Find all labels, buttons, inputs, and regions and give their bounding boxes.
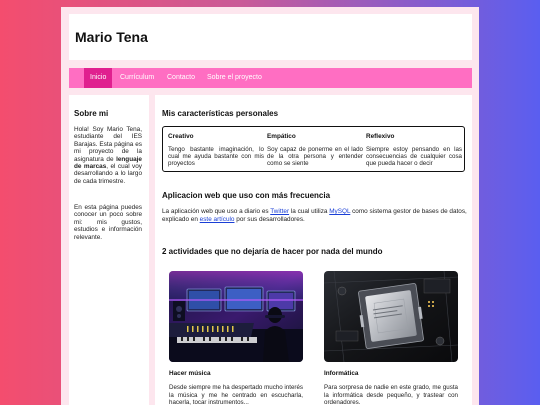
sidebar-intro-text xyxy=(74,126,142,185)
site-header xyxy=(69,14,472,60)
feature-text: Siempre estoy pensando en las consecuencias de cualquier cosa que pueda hacer o decir xyxy=(366,146,462,168)
article-link[interactable]: este artículo xyxy=(199,216,235,224)
feature-title: Empático xyxy=(267,133,296,140)
navbar xyxy=(69,68,472,88)
activity-text-informatica: Para sorpresa de nadie en este grado, me gusta la informática desde pequeño, y trastear con ordenadores. xyxy=(324,384,458,405)
main-content xyxy=(155,95,472,405)
feature-creativo xyxy=(168,133,264,168)
sidebar xyxy=(69,95,149,405)
music-studio-illustration xyxy=(169,271,303,362)
cpu-motherboard-image xyxy=(324,271,458,362)
sidebar-title: Sobre mi xyxy=(74,109,109,118)
app-paragraph xyxy=(162,208,467,225)
cpu-illustration xyxy=(324,271,458,362)
features-box xyxy=(162,126,465,172)
sidebar-intro-end: , el cual voy desarrollando a lo largo de cada trimestre. xyxy=(74,163,142,185)
nav-item-sobre-el-proyecto[interactable]: Sobre el proyecto xyxy=(207,74,262,81)
app-text: La aplicación web que uso a diario es xyxy=(162,208,271,215)
nav-item-contacto[interactable]: Contacto xyxy=(167,74,196,81)
app-text: la cual utiliza xyxy=(289,208,330,215)
app-text: por sus desarrolladores. xyxy=(234,216,305,224)
activity-title-music: Hacer música xyxy=(169,370,211,377)
nav-item-inicio[interactable]: Inicio xyxy=(84,68,112,88)
feature-title: Reflexivo xyxy=(366,133,395,140)
activity-text-music: Desde siempre me ha despertado mucho interés la música y me he centrado en escucharla, hacerla, tocar instrumentos... xyxy=(169,384,303,405)
feature-text: Soy capaz de ponerme en el lado de la otra persona y entender como se siente xyxy=(267,146,363,168)
sidebar-intro-bold: lenguaje de marcas xyxy=(74,155,142,171)
feature-title: Creativo xyxy=(168,133,194,140)
features-heading: Mis características personales xyxy=(162,109,279,118)
app-text: como sistema gestor de bases de datos, explicado en xyxy=(162,208,467,224)
feature-empatico xyxy=(267,133,363,168)
site-title: Mario Tena xyxy=(75,29,148,45)
sidebar-about-text: En esta página puedes conocer un poco sobre mi: mis gustos, estudios e información relevante. xyxy=(74,204,142,241)
app-heading: Aplicacion web que uso con más frecuencia xyxy=(162,191,331,200)
feature-text: Tengo bastante imaginación, lo cual me ayuda bastante con mis proyectos xyxy=(168,146,264,168)
nav-item-curriculum[interactable]: Currículum xyxy=(120,74,155,81)
sidebar-intro-start: Hola! Soy Mario Tena, estudiante del IES Barajas. Esta página es mi proyecto de la asignatura de xyxy=(74,126,142,163)
twitter-link[interactable]: Twitter xyxy=(270,208,290,215)
feature-reflexivo xyxy=(366,133,462,168)
activities-heading: 2 actividades que no dejaría de hacer por nada del mundo xyxy=(162,247,383,256)
mysql-link[interactable]: MySQL xyxy=(329,208,351,215)
activity-title-informatica: Informática xyxy=(324,370,359,377)
music-studio-image xyxy=(169,271,303,362)
